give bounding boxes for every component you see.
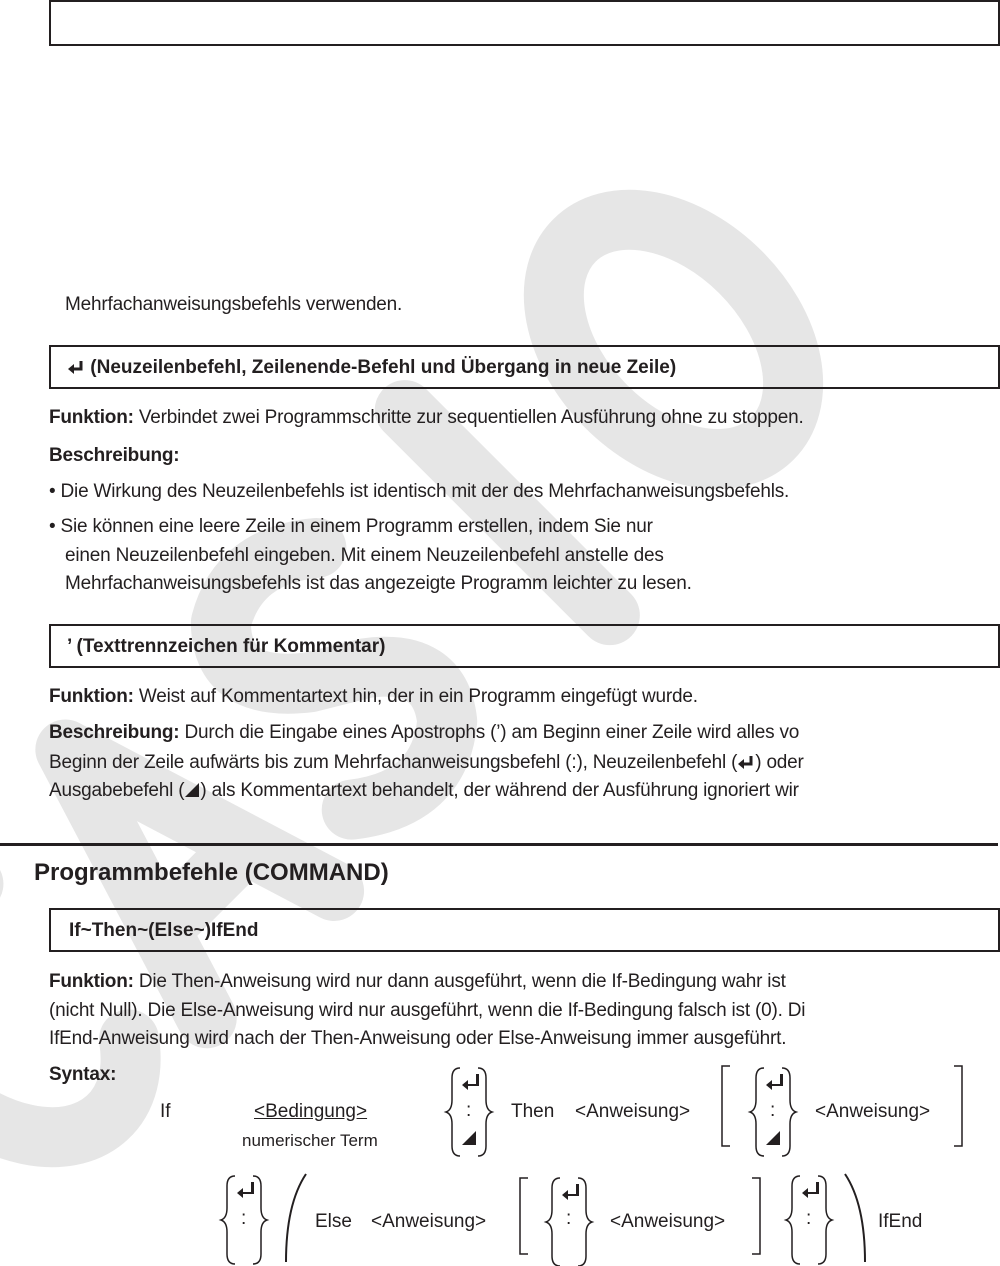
syntax-statement: <Anweisung> bbox=[815, 1101, 931, 1122]
continuation-text: Mehrfachanweisungsbefehls verwenden. bbox=[65, 294, 403, 315]
syntax-then: Then bbox=[511, 1101, 555, 1122]
output-icon bbox=[184, 782, 200, 798]
newline-icon bbox=[737, 754, 755, 770]
if-section-header bbox=[49, 908, 1000, 952]
syntax-colon: : bbox=[241, 1208, 247, 1229]
newline-icon bbox=[802, 1182, 819, 1198]
bullet-item: • Die Wirkung des Neuzeilenbefehls ist identisch mit der des Mehrfachanweisungsbefehls. bbox=[49, 481, 790, 502]
brace-right bbox=[818, 1176, 832, 1264]
square-bracket-left bbox=[520, 1178, 528, 1254]
syntax-colon: : bbox=[806, 1208, 812, 1229]
brace-left bbox=[546, 1178, 560, 1266]
syntax-if: If bbox=[160, 1101, 171, 1122]
syntax-ifend: IfEnd bbox=[878, 1211, 923, 1232]
newline-icon bbox=[462, 1074, 479, 1090]
function-text: Verbindet zwei Programmschritte zur sequentiellen Ausführung ohne zu stoppen. bbox=[138, 407, 804, 428]
comment-section-header bbox=[49, 624, 1000, 668]
section-heading: Programmbefehle (COMMAND) bbox=[34, 859, 389, 886]
description-text: Beginn der Zeile aufwärts bis zum Mehrfachanweisungsbefehl (:), Neuzeilenbefehl ( bbox=[49, 752, 738, 773]
description-text: ) als Kommentartext behandelt, der während der Ausführung ignoriert wir bbox=[200, 780, 799, 801]
newline-icon bbox=[766, 1074, 783, 1090]
brace-right bbox=[253, 1176, 267, 1264]
brace-left bbox=[750, 1068, 764, 1156]
if-section-title: If~Then~(Else~)IfEnd bbox=[69, 920, 259, 941]
description-text: Ausgabebefehl ( bbox=[49, 780, 185, 801]
brace-right bbox=[478, 1068, 492, 1156]
syntax-statement: <Anweisung> bbox=[575, 1101, 691, 1122]
syntax-diagram bbox=[0, 1060, 1000, 1266]
syntax-condition-note: numerischer Term bbox=[242, 1131, 378, 1150]
function-label: Funktion: bbox=[49, 971, 134, 992]
square-bracket-right bbox=[954, 1066, 962, 1146]
description-label: Beschreibung: bbox=[49, 445, 180, 466]
syntax-label: Syntax: bbox=[49, 1064, 117, 1085]
function-text: Weist auf Kommentartext hin, der in ein Programm eingefügt wurde. bbox=[138, 686, 698, 707]
function-text: Die Then-Anweisung wird nur dann ausgeführt, wenn die If-Bedingung wahr ist bbox=[138, 971, 786, 992]
syntax-else: Else bbox=[315, 1211, 352, 1232]
description-text: ) oder bbox=[755, 752, 804, 773]
paren-right bbox=[845, 1174, 865, 1262]
brace-right bbox=[578, 1178, 592, 1266]
brace-left bbox=[786, 1176, 800, 1264]
function-label: Funktion: bbox=[49, 407, 134, 428]
square-bracket-right bbox=[752, 1178, 760, 1254]
newline-icon bbox=[562, 1184, 579, 1200]
newline-icon bbox=[237, 1182, 254, 1198]
comment-section-title: ’ (Texttrennzeichen für Kommentar) bbox=[67, 636, 386, 657]
bullet-line: Mehrfachanweisungsbefehls ist das angezeigte Programm leichter zu lesen. bbox=[65, 573, 692, 594]
newline-icon bbox=[67, 359, 85, 375]
function-text: IfEnd-Anweisung wird nach der Then-Anweisung oder Else-Anweisung immer ausgeführt. bbox=[49, 1028, 787, 1049]
newline-section-header bbox=[49, 345, 1000, 389]
syntax-colon: : bbox=[566, 1208, 572, 1229]
description-label: Beschreibung: bbox=[49, 722, 180, 743]
brace-left bbox=[446, 1068, 460, 1156]
output-icon bbox=[462, 1131, 476, 1145]
section-divider bbox=[0, 843, 998, 846]
bullet-item: • Sie können eine leere Zeile in einem Programm erstellen, indem Sie nur bbox=[49, 516, 653, 537]
newline-section-title: (Neuzeilenbefehl, Zeilenende-Befehl und Übergang in neue Zeile) bbox=[90, 357, 677, 378]
syntax-statement: <Anweisung> bbox=[610, 1211, 726, 1232]
syntax-brackets bbox=[0, 1060, 1000, 1266]
syntax-colon: : bbox=[466, 1100, 472, 1121]
brace-left bbox=[221, 1176, 235, 1264]
brace-right bbox=[782, 1068, 796, 1156]
top-section-box bbox=[49, 0, 1000, 46]
watermark-letter-o bbox=[507, 173, 839, 505]
description-text: Durch die Eingabe eines Apostrophs (’) am Beginn einer Zeile wird alles vo bbox=[184, 722, 800, 743]
function-label: Funktion: bbox=[49, 686, 134, 707]
syntax-colon: : bbox=[770, 1100, 776, 1121]
paren-left bbox=[286, 1174, 306, 1262]
function-text: (nicht Null). Die Else-Anweisung wird nur ausgeführt, wenn die If-Bedingung falsch ist (0). Di bbox=[49, 1000, 806, 1021]
syntax-statement: <Anweisung> bbox=[371, 1211, 487, 1232]
output-icon bbox=[766, 1131, 780, 1145]
bullet-line: einen Neuzeilenbefehl eingeben. Mit einem Neuzeilenbefehl anstelle des bbox=[65, 545, 664, 566]
syntax-condition: <Bedingung> bbox=[254, 1101, 368, 1122]
square-bracket-left bbox=[722, 1066, 730, 1146]
